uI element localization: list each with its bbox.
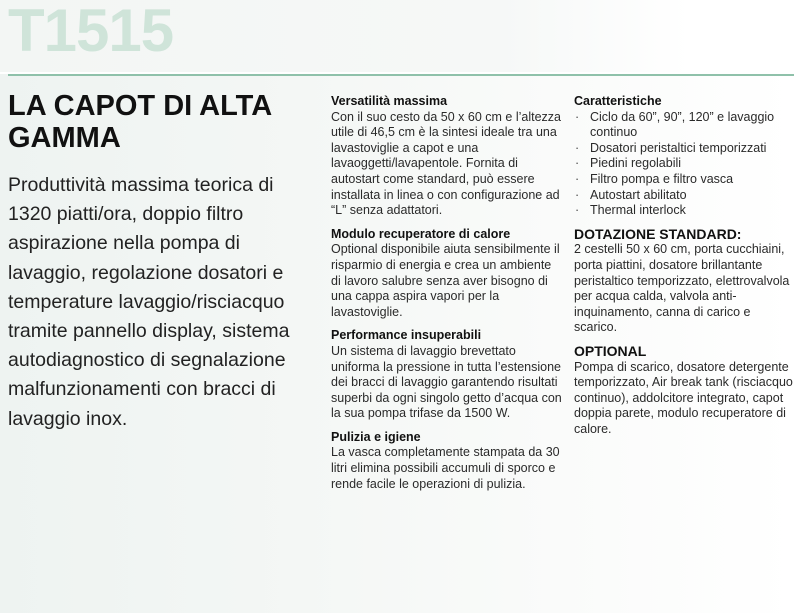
- standard-equipment-section: [574, 227, 794, 336]
- section-versatility: [331, 94, 563, 219]
- feature-item: · Dosatori peristaltici temporizzati: [574, 141, 794, 157]
- feature-item: · Autostart abilitato: [574, 188, 794, 204]
- optional-title: OPTIONAL: [574, 342, 647, 359]
- standard-body: 2 cestelli 50 x 60 cm, porta cucchiaini, porta piattini, dosatore brillantante peristaltico temporizzato, elettrovalvola per acqua calda, valvola anti-inquinamento, canna di carico e scarico.: [574, 242, 790, 335]
- section-performance: [331, 328, 563, 422]
- feature-item: · Ciclo da 60”, 90”, 120” e lavaggio continuo: [574, 110, 794, 141]
- intro-paragraph: Produttività massima teorica di 1320 piatti/ora, doppio filtro aspirazione nella pompa di lavaggio, regolazione dosatori e temperature lavaggio/risciacquo tramite pannello display, sistema autodiagnostico di segnalazione malfunzionamenti con bracci di lavaggio inox.: [8, 174, 290, 430]
- features-title: Caratteristiche: [574, 94, 662, 108]
- section-body: La vasca completamente stampata da 30 litri elimina possibili accumuli di sporco e rende facile le operazioni di pulizia.: [331, 445, 560, 491]
- section-title: Performance insuperabili: [331, 328, 482, 343]
- specs-column: [574, 94, 794, 445]
- section-title: Versatilità massima: [331, 94, 448, 108]
- page-headline: LA CAPOT DI ALTA GAMMA: [8, 90, 272, 154]
- section-heat-recovery: [331, 227, 563, 321]
- section-body: Un sistema di lavaggio brevettato uniforma la pressione in tutta l’estensione dei bracci di lavaggio garantendo risultati superbi da ogni singolo getto d’acqua con la sua pompa trifase da 1500 W.: [331, 343, 562, 421]
- section-cleaning: [331, 430, 563, 492]
- section-body: Con il suo cesto da 50 x 60 cm e l’altezza utile di 46,5 cm è la sintesi ideale tra una lavastoviglie a capot e una lavaoggetti/lavapentole. Fornita di autostart come standard, può essere installata in linea o con configurazione ad “L” senza adattatori.: [331, 109, 561, 218]
- section-body: Optional disponibile aiuta sensibilmente il risparmio di energia e crea un ambiente di lavoro salubre senza aver bisogno di una cappa aspira vapori per la lavastoviglie.: [331, 242, 560, 319]
- optional-body: Pompa di scarico, dosatore detergente temporizzato, Air break tank (risciacquo continuo), addolcitore integrato, capot doppia parete, modulo recuperatore di calore.: [574, 359, 793, 436]
- features-list: [574, 110, 794, 219]
- sections-column: [331, 94, 563, 500]
- model-title: T1515: [8, 0, 174, 64]
- feature-item: · Thermal interlock: [574, 203, 794, 219]
- feature-item: · Piedini regolabili: [574, 156, 794, 172]
- header-divider: [8, 74, 794, 76]
- features-section: [574, 94, 794, 219]
- optional-section: [574, 344, 794, 438]
- section-title: Pulizia e igiene: [331, 429, 421, 444]
- feature-item: · Filtro pompa e filtro vasca: [574, 172, 794, 188]
- standard-title: DOTAZIONE STANDARD:: [574, 225, 742, 242]
- section-title: Modulo recuperatore di calore: [331, 226, 511, 241]
